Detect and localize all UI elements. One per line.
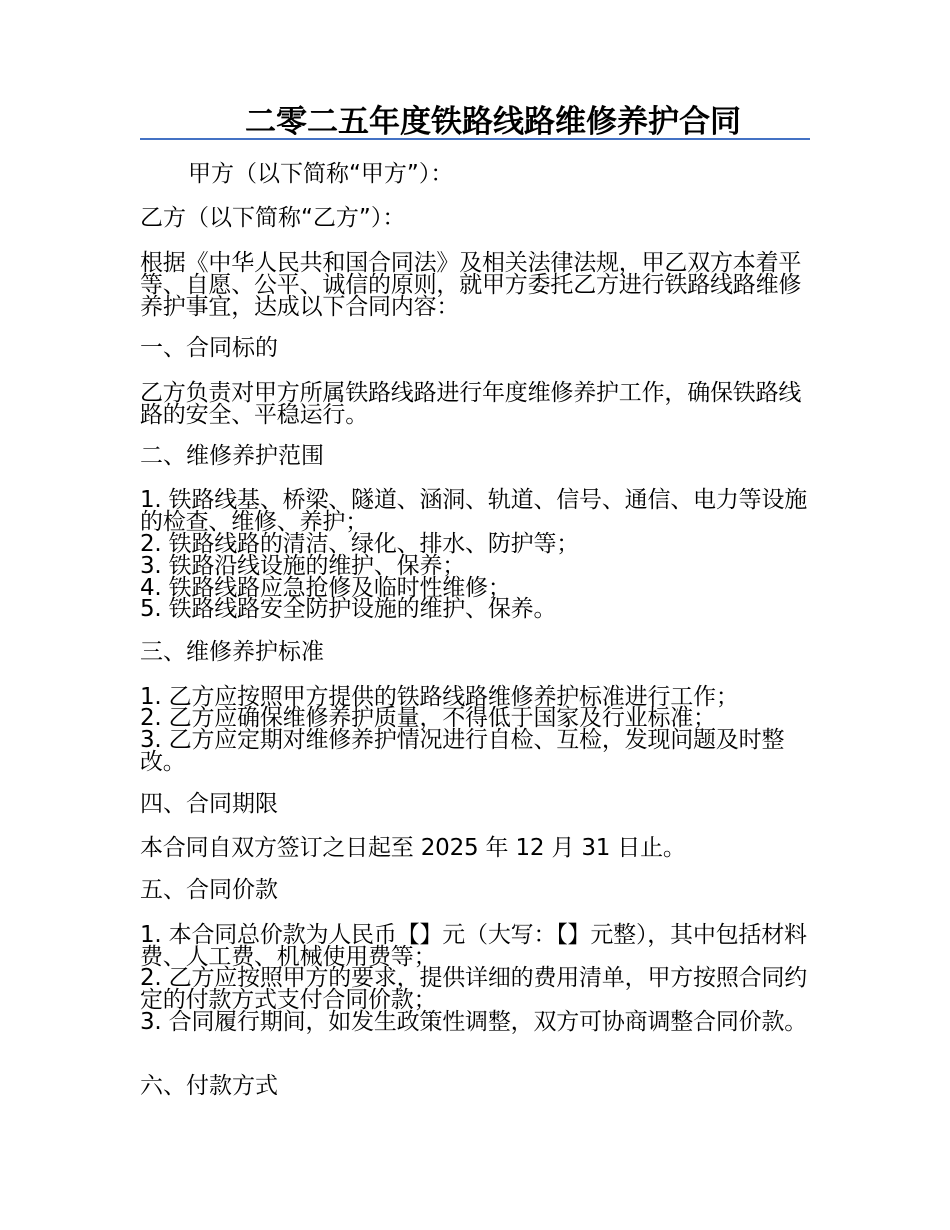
section-list-item: 2. 乙方应按照甲方的要求，提供详细的费用清单，甲方按照合同约定的付款方式支付合同价款； (140, 965, 808, 1013)
section-heading: 三、维修养护标准 (140, 639, 324, 665)
section-heading: 四、合同期限 (140, 791, 278, 817)
section-heading: 二、维修养护范围 (140, 443, 324, 469)
section-paragraph: 本合同自双方签订之日起至 2025 年 12 月 31 日止。 (140, 835, 686, 861)
section-list-item: 1. 乙方应按照甲方提供的铁路线路维修养护标准进行工作； (140, 684, 739, 710)
section-heading: 一、合同标的 (140, 335, 278, 361)
section-list-item: 3. 合同履行期间，如发生政策性调整，双方可协商调整合同价款。 (140, 1009, 808, 1035)
section-list-item: 1. 铁路线基、桥梁、隧道、涵洞、轨道、信号、通信、电力等设施的检查、维修、养护； (140, 487, 808, 535)
section-list-item: 2. 铁路线路的清洁、绿化、排水、防护等； (140, 531, 580, 557)
party-a-line: 甲方（以下简称“甲方”）： (188, 161, 454, 187)
section-heading: 六、付款方式 (140, 1073, 278, 1099)
section-heading: 五、合同价款 (140, 877, 278, 903)
intro-paragraph: 根据《中华人民共和国合同法》及相关法律法规，甲乙双方本着平等、自愿、公平、诚信的原则，就甲方委托乙方进行铁路线路维修养护事宜，达成以下合同内容： (140, 250, 802, 320)
section-list-item: 4. 铁路线路应急抢修及临时性维修； (140, 575, 511, 601)
section-list-item: 3. 乙方应定期对维修养护情况进行自检、互检，发现问题及时整改。 (140, 727, 785, 775)
section-list-item: 1. 本合同总价款为人民币【】元（大写：【】元整），其中包括材料费、人工费、机械使用费等； (140, 922, 807, 970)
section-paragraph: 乙方负责对甲方所属铁路线路进行年度维修养护工作，确保铁路线路的安全、平稳运行。 (140, 380, 802, 428)
party-b-line: 乙方（以下简称“乙方”）： (140, 205, 406, 231)
document-title: 二零二五年度铁路线路维修养护合同 (140, 104, 810, 140)
section-list-item: 2. 乙方应确保维修养护质量，不得低于国家及行业标准； (140, 705, 716, 731)
section-list-item: 3. 铁路沿线设施的维护、保养； (140, 553, 466, 579)
section-list-item: 5. 铁路线路安全防护设施的维护、保养。 (140, 596, 557, 622)
